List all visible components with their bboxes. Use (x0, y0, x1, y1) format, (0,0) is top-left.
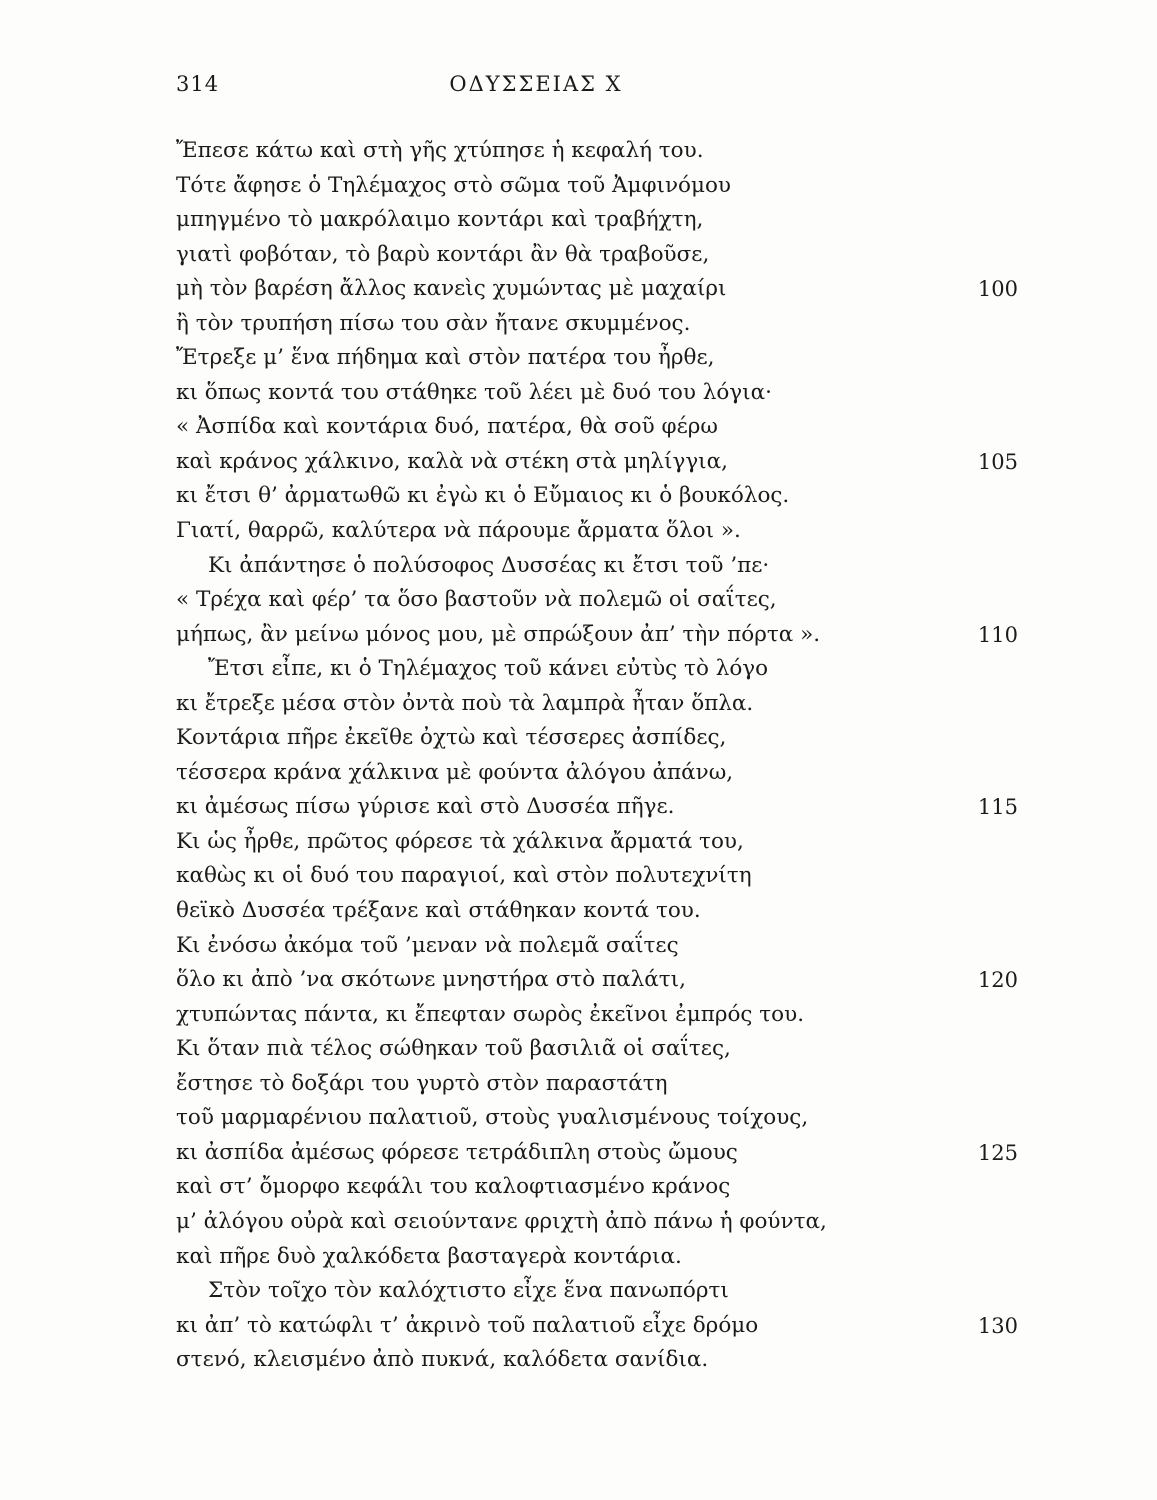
verse-line (176, 756, 1036, 791)
verse-line (176, 479, 1036, 514)
verse-text: Κι ἐνόσω ἀκόμα τοῦ ’μεναν νὰ πολεμᾶ σαΐτες (176, 932, 679, 958)
verse-text: Στὸν τοῖχο τὸν καλόχτιστο εἶχε ἕνα πανωπόρτι (208, 1278, 729, 1304)
verse-text: Ἔτρεξε μ’ ἕνα πήδημα καὶ στὸν πατέρα του ἦρθε, (176, 345, 715, 371)
verse-text: Κι ὡς ἦρθε, πρῶτος φόρεσε τὰ χάλκινα ἄρματά του, (176, 828, 744, 854)
verse-line (176, 203, 1036, 238)
verse-line (176, 583, 1036, 618)
verse-text: κι ἔτρεξε μέσα στὸν ὀντὰ ποὺ τὰ λαμπρὰ ἦταν ὅπλα. (176, 690, 754, 716)
verse-text: ἔστησε τὸ δοξάρι του γυρτὸ στὸν παραστάτη (176, 1070, 668, 1096)
verse-text: μὴ τὸν βαρέση ἄλλος κανεὶς χυμώντας μὲ μαχαίρι (176, 276, 727, 302)
verse-line (176, 859, 1036, 894)
verse-line (176, 238, 1036, 273)
verse-line (176, 134, 1036, 169)
verse-text: κι ἔτσι θ’ ἀρματωθῶ κι ἐγὼ κι ὁ Εὔμαιος κι ὁ βουκόλος. (176, 483, 790, 509)
verse-line (176, 652, 1036, 687)
verse-line (176, 169, 1036, 204)
line-number: 120 (977, 968, 1018, 993)
verse-line (176, 549, 1036, 584)
verse-line (176, 1101, 1036, 1136)
verse-line (176, 1274, 1036, 1309)
verse-text: μ’ ἀλόγου οὐρὰ καὶ σειούντανε φριχτὴ ἀπὸ πάνω ἡ φούντα, (176, 1208, 827, 1234)
verse-line (176, 445, 1036, 480)
verse-text: ἢ τὸν τρυπήση πίσω του σὰν ἤτανε σκυμμένος. (176, 310, 691, 336)
line-number: 110 (977, 622, 1018, 647)
page-number: 314 (176, 72, 220, 96)
verse-text: κι ἀσπίδα ἀμέσως φόρεσε τετράδιπλη στοὺς ὤμους (176, 1139, 738, 1165)
verse-line (176, 687, 1036, 722)
verse-text: κι ὅπως κοντά του στάθηκε τοῦ λέει μὲ δυό του λόγια· (176, 379, 772, 405)
verse-text: στενό, κλεισμένο ἀπὸ πυκνά, καλόδετα σανίδια. (176, 1347, 709, 1373)
verse-text: καὶ πῆρε δυὸ χαλκόδετα βασταγερὰ κοντάρια. (176, 1243, 682, 1269)
verse-text: Ἔπεσε κάτω καὶ στὴ γῆς χτύπησε ἡ κεφαλή του. (176, 138, 704, 163)
verse-text: Γιατί, θαρρῶ, καλύτερα νὰ πάρουμε ἄρματα ὅλοι ». (176, 518, 741, 544)
verse-text: καθὼς κι οἱ δυό του παραγιοί, καὶ στὸν πολυτεχνίτη (176, 863, 752, 889)
verse-line (176, 721, 1036, 756)
verse-line (176, 825, 1036, 860)
verse-text: Κοντάρια πῆρε ἐκεῖθε ὀχτὼ καὶ τέσσερες ἀσπίδες, (176, 725, 727, 751)
verse-text: καὶ στ’ ὄμορφο κεφάλι του καλοφτιασμένο κράνος (176, 1174, 731, 1200)
verse-line (176, 1309, 1036, 1344)
verse-line (176, 1067, 1036, 1102)
verse-line (176, 1205, 1036, 1240)
line-number: 100 (977, 277, 1018, 302)
verse-line (176, 1136, 1036, 1171)
verse-line (176, 894, 1036, 929)
verse-line (176, 514, 1036, 549)
verse-block (176, 134, 1036, 1378)
verse-line (176, 618, 1036, 653)
verse-text: κι ἀπ’ τὸ κατώφλι τ’ ἀκρινὸ τοῦ παλατιοῦ εἶχε δρόμο (176, 1312, 759, 1338)
line-number: 130 (977, 1313, 1018, 1338)
page-header (176, 72, 896, 106)
line-number: 115 (977, 795, 1018, 820)
verse-text: ὅλο κι ἀπὸ ’να σκότωνε μνηστήρα στὸ παλάτι, (176, 967, 686, 993)
verse-line (176, 1032, 1036, 1067)
verse-line (176, 790, 1036, 825)
verse-line (176, 963, 1036, 998)
verse-line (176, 307, 1036, 342)
line-number: 125 (977, 1140, 1018, 1165)
verse-line (176, 341, 1036, 376)
verse-text: « Τρέχα καὶ φέρ’ τα ὅσο βαστοῦν νὰ πολεμῶ οἱ σαΐτες, (176, 587, 777, 613)
verse-text: κι ἀμέσως πίσω γύρισε καὶ στὸ Δυσσέα πῆγε. (176, 794, 675, 820)
verse-text: τοῦ μαρμαρένιου παλατιοῦ, στοὺς γυαλισμένους τοίχους, (176, 1105, 809, 1131)
verse-text: μπηγμένο τὸ μακρόλαιμο κοντάρι καὶ τραβήχτη, (176, 207, 704, 233)
verse-text: τέσσερα κράνα χάλκινα μὲ φούντα ἀλόγου ἀπάνω, (176, 759, 734, 785)
verse-text: καὶ κράνος χάλκινο, καλὰ νὰ στέκη στὰ μηλίγγια, (176, 448, 728, 474)
verse-line (176, 376, 1036, 411)
verse-line (176, 410, 1036, 445)
verse-text: Τότε ἄφησε ὁ Τηλέμαχος στὸ σῶμα τοῦ Ἀμφινόμου (176, 172, 731, 198)
verse-text: Κι ὅταν πιὰ τέλος σώθηκαν τοῦ βασιλιᾶ οἱ σαΐτες, (176, 1036, 731, 1062)
verse-line (176, 272, 1036, 307)
verse-text: Κι ἀπάντησε ὁ πολύσοφος Δυσσέας κι ἔτσι τοῦ ’πε· (208, 552, 770, 578)
verse-text: γιατὶ φοβόταν, τὸ βαρὺ κοντάρι ἂν θὰ τραβοῦσε, (176, 241, 710, 267)
running-title: ΟΔΥΣΣΕΙΑΣ Χ (449, 72, 623, 96)
verse-text: Ἔτσι εἶπε, κι ὁ Τηλέμαχος τοῦ κάνει εὐτὺς τὸ λόγο (208, 656, 769, 682)
line-number: 105 (977, 449, 1018, 474)
verse-text: χτυπώντας πάντα, κι ἔπεφταν σωρὸς ἐκεῖνοι ἐμπρός του. (176, 1001, 805, 1027)
verse-line (176, 1343, 1036, 1378)
verse-line (176, 1170, 1036, 1205)
verse-line (176, 1240, 1036, 1275)
verse-line (176, 998, 1036, 1033)
verse-line (176, 929, 1036, 964)
verse-text: « Ἀσπίδα καὶ κοντάρια δυό, πατέρα, θὰ σοῦ φέρω (176, 414, 718, 440)
verse-text: μήπως, ἂν μείνω μόνος μου, μὲ σπρώξουν ἀπ’ τὴν πόρτα ». (176, 621, 821, 647)
verse-text: θεϊκὸ Δυσσέα τρέξανε καὶ στάθηκαν κοντά του. (176, 898, 701, 924)
